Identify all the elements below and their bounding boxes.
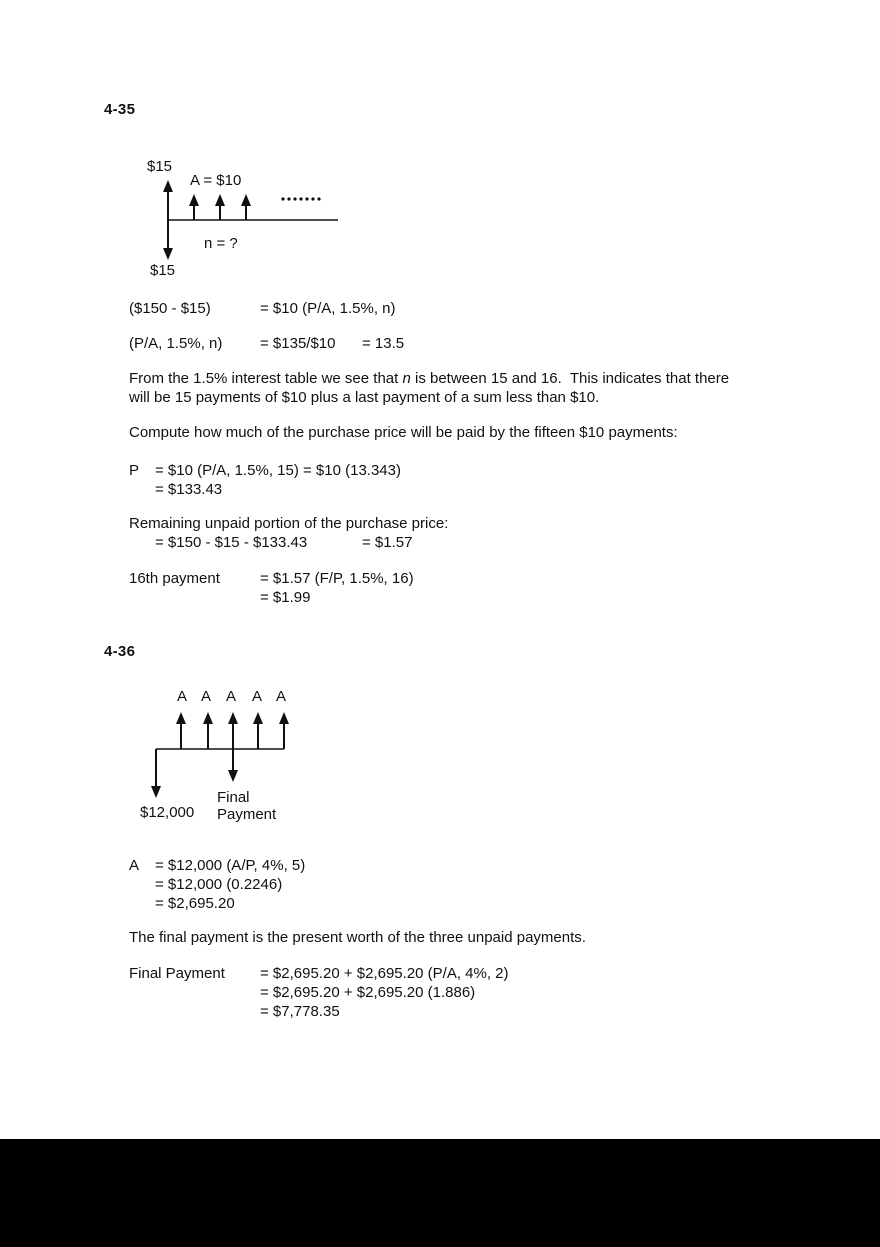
final-payment-label-line1: Final bbox=[217, 789, 250, 806]
problem-435-heading: 4-35 bbox=[104, 101, 136, 118]
fp-eq3: = $7,778.35 bbox=[260, 1003, 340, 1020]
diagram435-n-label: n = ? bbox=[204, 235, 238, 252]
remaining-eq-right: = $1.57 bbox=[362, 534, 413, 551]
a-label-5: A bbox=[275, 688, 287, 705]
paragraph-line2: will be 15 payments of $10 plus a last payment of a sum less than $10. bbox=[129, 389, 600, 406]
up-arrowhead-icon bbox=[203, 712, 213, 724]
remaining-heading: Remaining unpaid portion of the purchase price: bbox=[129, 515, 449, 532]
p-eq1: = $10 (P/A, 1.5%, 15) = $10 (13.343) bbox=[155, 462, 401, 479]
eq1-right: = $10 (P/A, 1.5%, n) bbox=[260, 300, 396, 317]
paragraph-line1-post: is between 15 and 16. This indicates that there bbox=[410, 370, 730, 387]
payment16-eq2: = $1.99 bbox=[260, 589, 311, 606]
payment16-eq1: = $1.57 (F/P, 1.5%, 16) bbox=[260, 570, 414, 587]
a-label-4: A bbox=[251, 688, 263, 705]
paragraph-line1 bbox=[129, 371, 729, 386]
final-payment-note: The final payment is the present worth of the three unpaid payments. bbox=[129, 929, 586, 946]
paragraph-n-var: n bbox=[402, 370, 411, 387]
a-label-1: A bbox=[176, 688, 188, 705]
down-arrowhead-icon bbox=[163, 248, 173, 260]
fp-label: Final Payment bbox=[129, 965, 225, 982]
fp-eq2: = $2,695.20 + $2,695.20 (1.886) bbox=[260, 984, 476, 1001]
final-payment-label-line2: Payment bbox=[217, 806, 277, 823]
payment16-label: 16th payment bbox=[129, 570, 220, 587]
a-label-2: A bbox=[200, 688, 212, 705]
up-arrowhead-icon bbox=[253, 712, 263, 724]
a-eq2: = $12,000 (0.2246) bbox=[155, 876, 283, 893]
down-arrowhead-icon bbox=[151, 786, 161, 798]
scan-bottom-black-bar bbox=[0, 1139, 880, 1247]
a-eq1: = $12,000 (A/P, 4%, 5) bbox=[155, 857, 306, 874]
a-label-3: A bbox=[225, 688, 237, 705]
eq2-right: = 13.5 bbox=[362, 335, 405, 352]
a-var-label: A bbox=[129, 857, 140, 874]
up-arrowhead-icon bbox=[279, 712, 289, 724]
a-eq3: = $2,695.20 bbox=[155, 895, 235, 912]
diagram435-top-label: $15 bbox=[147, 158, 173, 175]
principal-label: $12,000 bbox=[140, 804, 195, 821]
eq2-mid: = $135/$10 bbox=[260, 335, 336, 352]
eq2-left: (P/A, 1.5%, n) bbox=[129, 335, 223, 352]
up-arrowhead-icon bbox=[189, 194, 199, 206]
compute-sentence: Compute how much of the purchase price will be paid by the fifteen $10 payments: bbox=[129, 424, 678, 441]
up-arrowhead-icon bbox=[241, 194, 251, 206]
remaining-eq-left: = $150 - $15 - $133.43 bbox=[155, 534, 308, 551]
continuation-dots-icon bbox=[281, 197, 320, 200]
diagram435-annuity-label: A = $10 bbox=[190, 172, 242, 189]
down-arrowhead-icon bbox=[228, 770, 238, 782]
up-arrowhead-icon bbox=[215, 194, 225, 206]
p-label: P bbox=[129, 462, 140, 479]
diagram435-bottom-label: $15 bbox=[150, 262, 176, 279]
problem-436-heading: 4-36 bbox=[104, 643, 136, 660]
up-arrowhead-icon bbox=[228, 712, 238, 724]
up-arrowhead-icon bbox=[163, 180, 173, 192]
eq1-left: ($150 - $15) bbox=[129, 300, 211, 317]
up-arrowhead-icon bbox=[176, 712, 186, 724]
paragraph-line1-pre: From the 1.5% interest table we see that bbox=[129, 370, 403, 387]
p-eq2: = $133.43 bbox=[155, 481, 223, 498]
fp-eq1: = $2,695.20 + $2,695.20 (P/A, 4%, 2) bbox=[260, 965, 509, 982]
